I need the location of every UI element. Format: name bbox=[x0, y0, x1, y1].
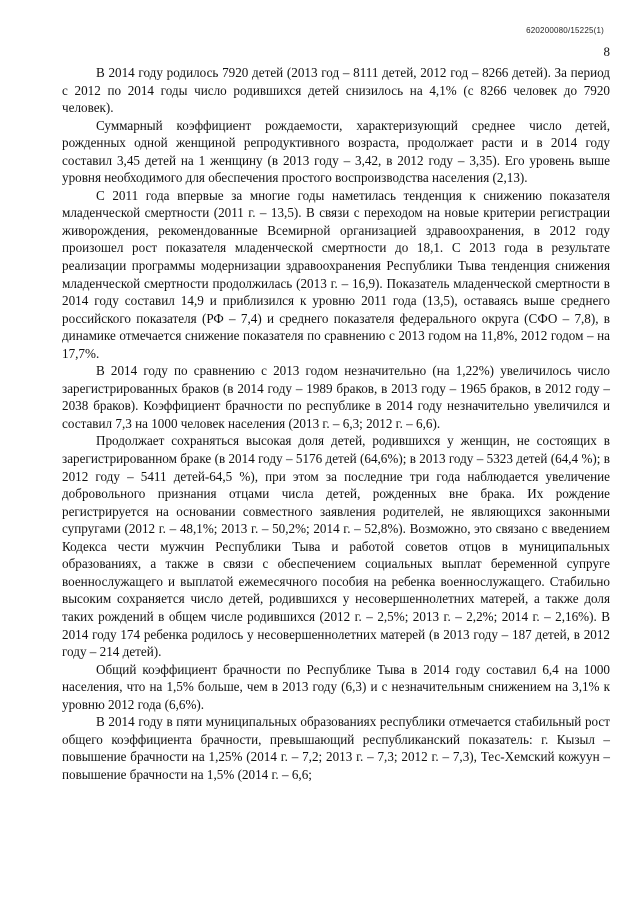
paragraph-fertility-rate: Суммарный коэффициент рождаемости, характеризующий среднее число детей, рожденных одной женщиной репродуктивного возраста, продолжает расти и в 2014 году составил 3,45 детей на 1 женщину (в 2013 году – 3,42, в 2012 году – 3,35). Его уровень выше уровня необходимого для обеспечения простого воспроизводства населения (2,13). bbox=[62, 117, 610, 186]
paragraph-municipal-marriage-growth: В 2014 году в пяти муниципальных образованиях республики отмечается стабильный рост общего коэффициента брачности, превышающий республиканский показатель: г. Кызыл – повышение брачности на 1,25% (2014 г. – 7,2; 2013 г. – 7,3; 2012 г. – 7,3), Тес-Хемский кожуун – повышение брачности на 1,5% (2014 г. – 6,6; bbox=[62, 714, 610, 782]
paragraph-marriage-rate: Общий коэффициент брачности по Республике Тыва в 2014 году составил 6,4 на 1000 населения, что на 1,5% больше, чем в 2013 году (6,3) и с незначительным снижением на 3,1% к уровню 2012 года (6,6%). bbox=[62, 661, 610, 712]
paragraph-infant-mortality: С 2011 года впервые за многие годы наметилась тенденция к снижению показателя младенческой смертности (2011 г. – 13,5). В связи с переходом на новые критерии регистрации живорождения, рекомендованные Всемирной организацией здравоохранения, в 2012 году произошел рост показателя младенческой смертности до 18,1. С 2013 года в результате реализации программы модернизации здравоохранения Республики Тыва тенденция снижения младенческой смертности продолжилась (2013 г. – 16,9). Показатель младенческой смертности в 2014 году составил 14,9 и приблизился к уровню 2011 года (13,5), оставаясь выше среднего российского показателя (РФ – 7,4) и среднего показателя федерального округа (СФО – 7,8), в динамике отмечается снижение показателя по сравнению с 2013 годом на 11,8%, 2012 годом – на 17,7%. bbox=[62, 187, 610, 361]
document-code: 620200080/15225(1) bbox=[526, 26, 604, 35]
paragraph-births: В 2014 году родилось 7920 детей (2013 год – 8111 детей, 2012 год – 8266 детей). За период с 2012 по 2014 годы число родившихся детей снизилось на 4,1% (с 8266 человек до 7920 человек). bbox=[62, 65, 610, 116]
paragraph-marriages: В 2014 году по сравнению с 2013 годом незначительно (на 1,22%) увеличилось число зарегистрированных браков (в 2014 году – 1989 браков, в 2013 году – 1965 браков, в 2012 году – 2038 браков). Коэффициент брачности по республике в 2014 году незначительно увеличился и составил 7,3 на 1000 человек населения (2013 г. – 6,3; 2012 г. – 6,6). bbox=[62, 363, 610, 431]
document-body bbox=[62, 64, 610, 783]
paragraph-out-of-wedlock-births: Продолжает сохраняться высокая доля детей, родившихся у женщин, не состоящих в зарегистрированном браке (в 2014 году – 5176 детей (64,6%); в 2013 году – 5323 детей (64,4 %); в 2012 году – 5411 детей-64,5 %), при этом за последние три года наблюдается увеличение добровольного признания отцами числа детей, рожденных вне брака. Их рождение регистрируется на основании совместного заявления родителей, не являющихся законными супругами (2012 г. – 48,1%; 2013 г. – 50,2%; 2014 г. – 52,8%). Возможно, это связано с введением Кодекса чести мужчин Республики Тыва и работой советов отцов в муниципальных образованиях, а также в связи с обеспечением социальных выплат беременной супруге военнослужащего и выплатой ежемесячного пособия на ребенка военнослужащего. Стабильно высоким сохраняется число детей, родившихся у несовершеннолетних матерей, а также доля таких рождений в общем числе родившихся (2012 г. – 2,5%; 2013 г. – 2,2%; 2014 г. – 2,16%). В 2014 году 174 ребенка родилось у несовершеннолетних матерей (в 2013 году – 187 детей, в 2012 году – 214 детей). bbox=[62, 433, 610, 660]
page-number: 8 bbox=[603, 44, 610, 59]
